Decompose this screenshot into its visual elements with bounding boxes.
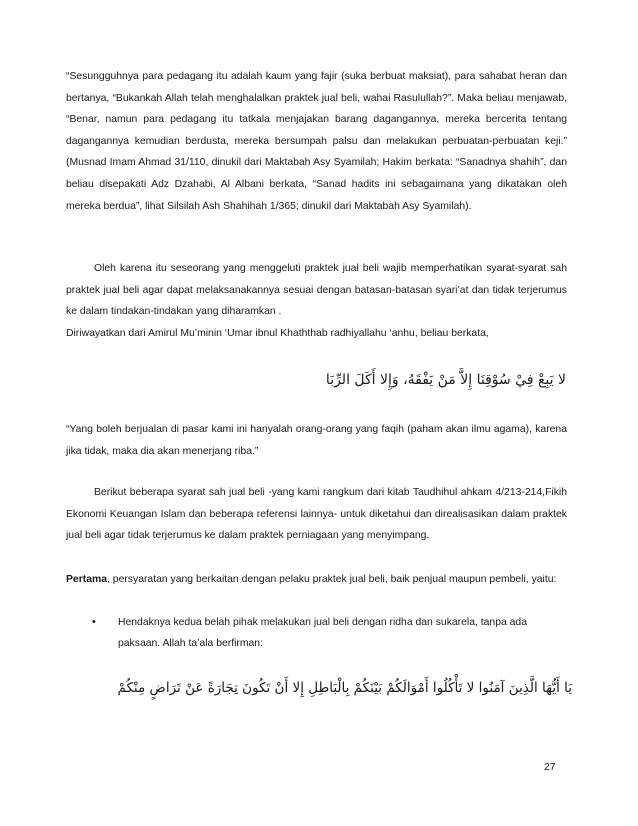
arabic-quote-umar: لا يَبِعْ فِيْ سُوْقِنَا إِلاَّ مَنْ يَفْقَهُ، وَإِلا أَكَلَ الرِّبَا [325,372,566,388]
bullet-icon: • [92,616,96,628]
paragraph-syarat-intro: Oleh karena itu seseorang yang menggeluti praktek jual beli wajib memperhatikan syarat-syarat sah praktek jual beli agar dapat melaksanakannya sesuai dengan batasan-batasan syari’at dan tidak terjerumus ke dalam tindakan-tindakan yang diharamkan . [66,263,567,318]
paragraph-quote-translation: “Yang boleh berjualan di pasar kami ini hanyalah orang-orang yang faqih (paham akan ilmu agama), karena jika tidak, maka dia akan menerjang riba.” [66,424,567,457]
bullet-item-ridha: Hendaknya kedua belah pihak melakukan jual beli dengan ridha dan sukarela, tanpa ada paksaan. Allah ta’ala berfirman: [118,617,527,649]
arabic-quran-verse: يَا أَيُّهَا الَّذِينَ آمَنُوا لا تَأْكُلُوا أَمْوَالَكُمْ بَيْنَكُمْ بِالْبَاطِلِ إِلا أَنْ تَكُونَ تِجَارَةً عَنْ تَرَاضٍ مِنْكُمْ [117,680,572,696]
paragraph-pertama [66,569,567,591]
page-number: 27 [544,762,556,773]
label-pertama: Pertama [66,574,108,585]
paragraph-syarat-list-intro: Berikut beberapa syarat sah jual beli -yang kami rangkum dari kitab Taudhihul ahkam 4/213-214,Fikih Ekonomi Keuangan Islam dan beberapa referensi lainnya- untuk diketahui dan direalisasikan dalam praktek jual beli agar tidak terjerumus ke dalam praktek perniagaan yang menyimpang. [66,487,567,542]
paragraph-umar-narration: Diriwayatkan dari Amirul Mu’minin ‘Umar ibnul Khaththab radhiyallahu ‘anhu, beliau berkata, [66,328,489,339]
paragraph-hadith-traders: “Sesungguhnya para pedagang itu adalah kaum yang fajir (suka berbuat maksiat), para sahabat heran dan bertanya, “Bukankah Allah telah menghalalkan praktek jual beli, wahai Rasulullah?”. Maka beliau menjawab, “Benar, namun para pedagang itu tatkala menjajakan barang dagangannya, mereka bercerita tentang dagangannya kemudian berdusta, mereka bersumpah palsu dan melakukan perbuatan-perbuatan keji.” (Musnad Imam Ahmad 31/110, dinukil dari Maktabah Asy Syamilah; Hakim berkata: “Sanadnya shahih”, dan beliau disepakati Adz Dzahabi, Al Albani berkata, “Sanad hadits ini sebagaimana yang dikatakan oleh mereka berdua”, lihat Silsilah Ash Shahihah 1/365; dinukil dari Maktabah Asy Syamilah). [66,71,567,212]
text-pertama-rest: , persyaratan yang berkaitan dengan pelaku praktek jual beli, baik penjual maupun pembeli, yaitu: [107,574,557,585]
